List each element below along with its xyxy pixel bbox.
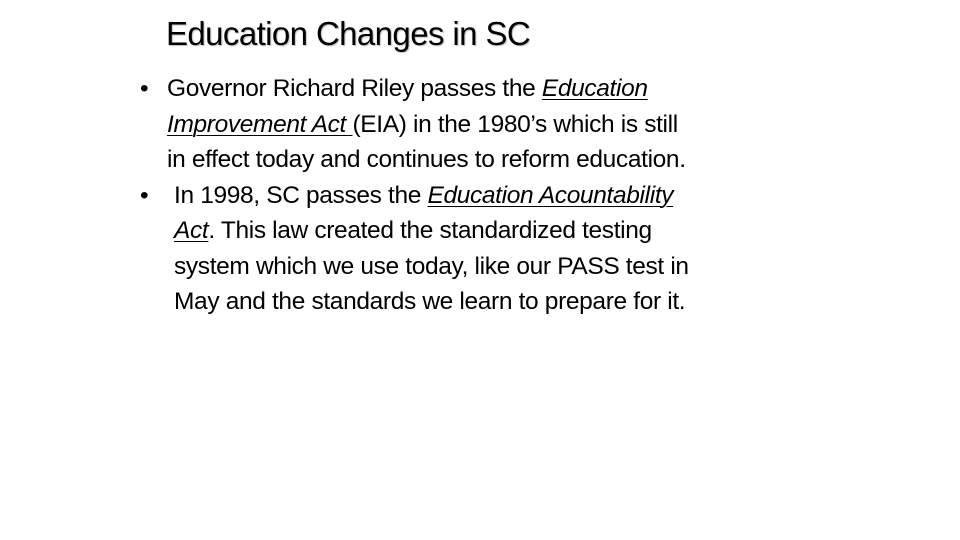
text-line: Governor Richard Riley passes the Education (167, 75, 648, 102)
bullet-item-accountability-act (140, 178, 840, 320)
act-name: Act (174, 217, 209, 244)
bullet-text (140, 178, 840, 320)
act-name: Education (541, 75, 648, 102)
bullet-dot-icon: • (140, 181, 149, 209)
text-line: Improvement Act (EIA) in the 1980’s which is still (167, 110, 678, 138)
text-line: May and the standards we learn to prepare for it. (174, 288, 686, 315)
bullet-item-eia (140, 71, 840, 178)
text-line: system which we use today, like our PASS test in (174, 252, 689, 280)
slide-title: Education Changes in SC (166, 15, 531, 52)
bullet-dot-icon: • (140, 75, 149, 102)
act-name: Improvement Act (167, 110, 353, 138)
text-line: in effect today and continues to reform education. (167, 146, 686, 173)
bullet-list (140, 71, 840, 320)
text-line: In 1998, SC passes the Education Acountability (174, 181, 674, 209)
text-line: Act. This law created the standardized testing (174, 217, 652, 244)
bullet-text (140, 71, 840, 178)
act-name: Education Acountability (427, 181, 674, 209)
